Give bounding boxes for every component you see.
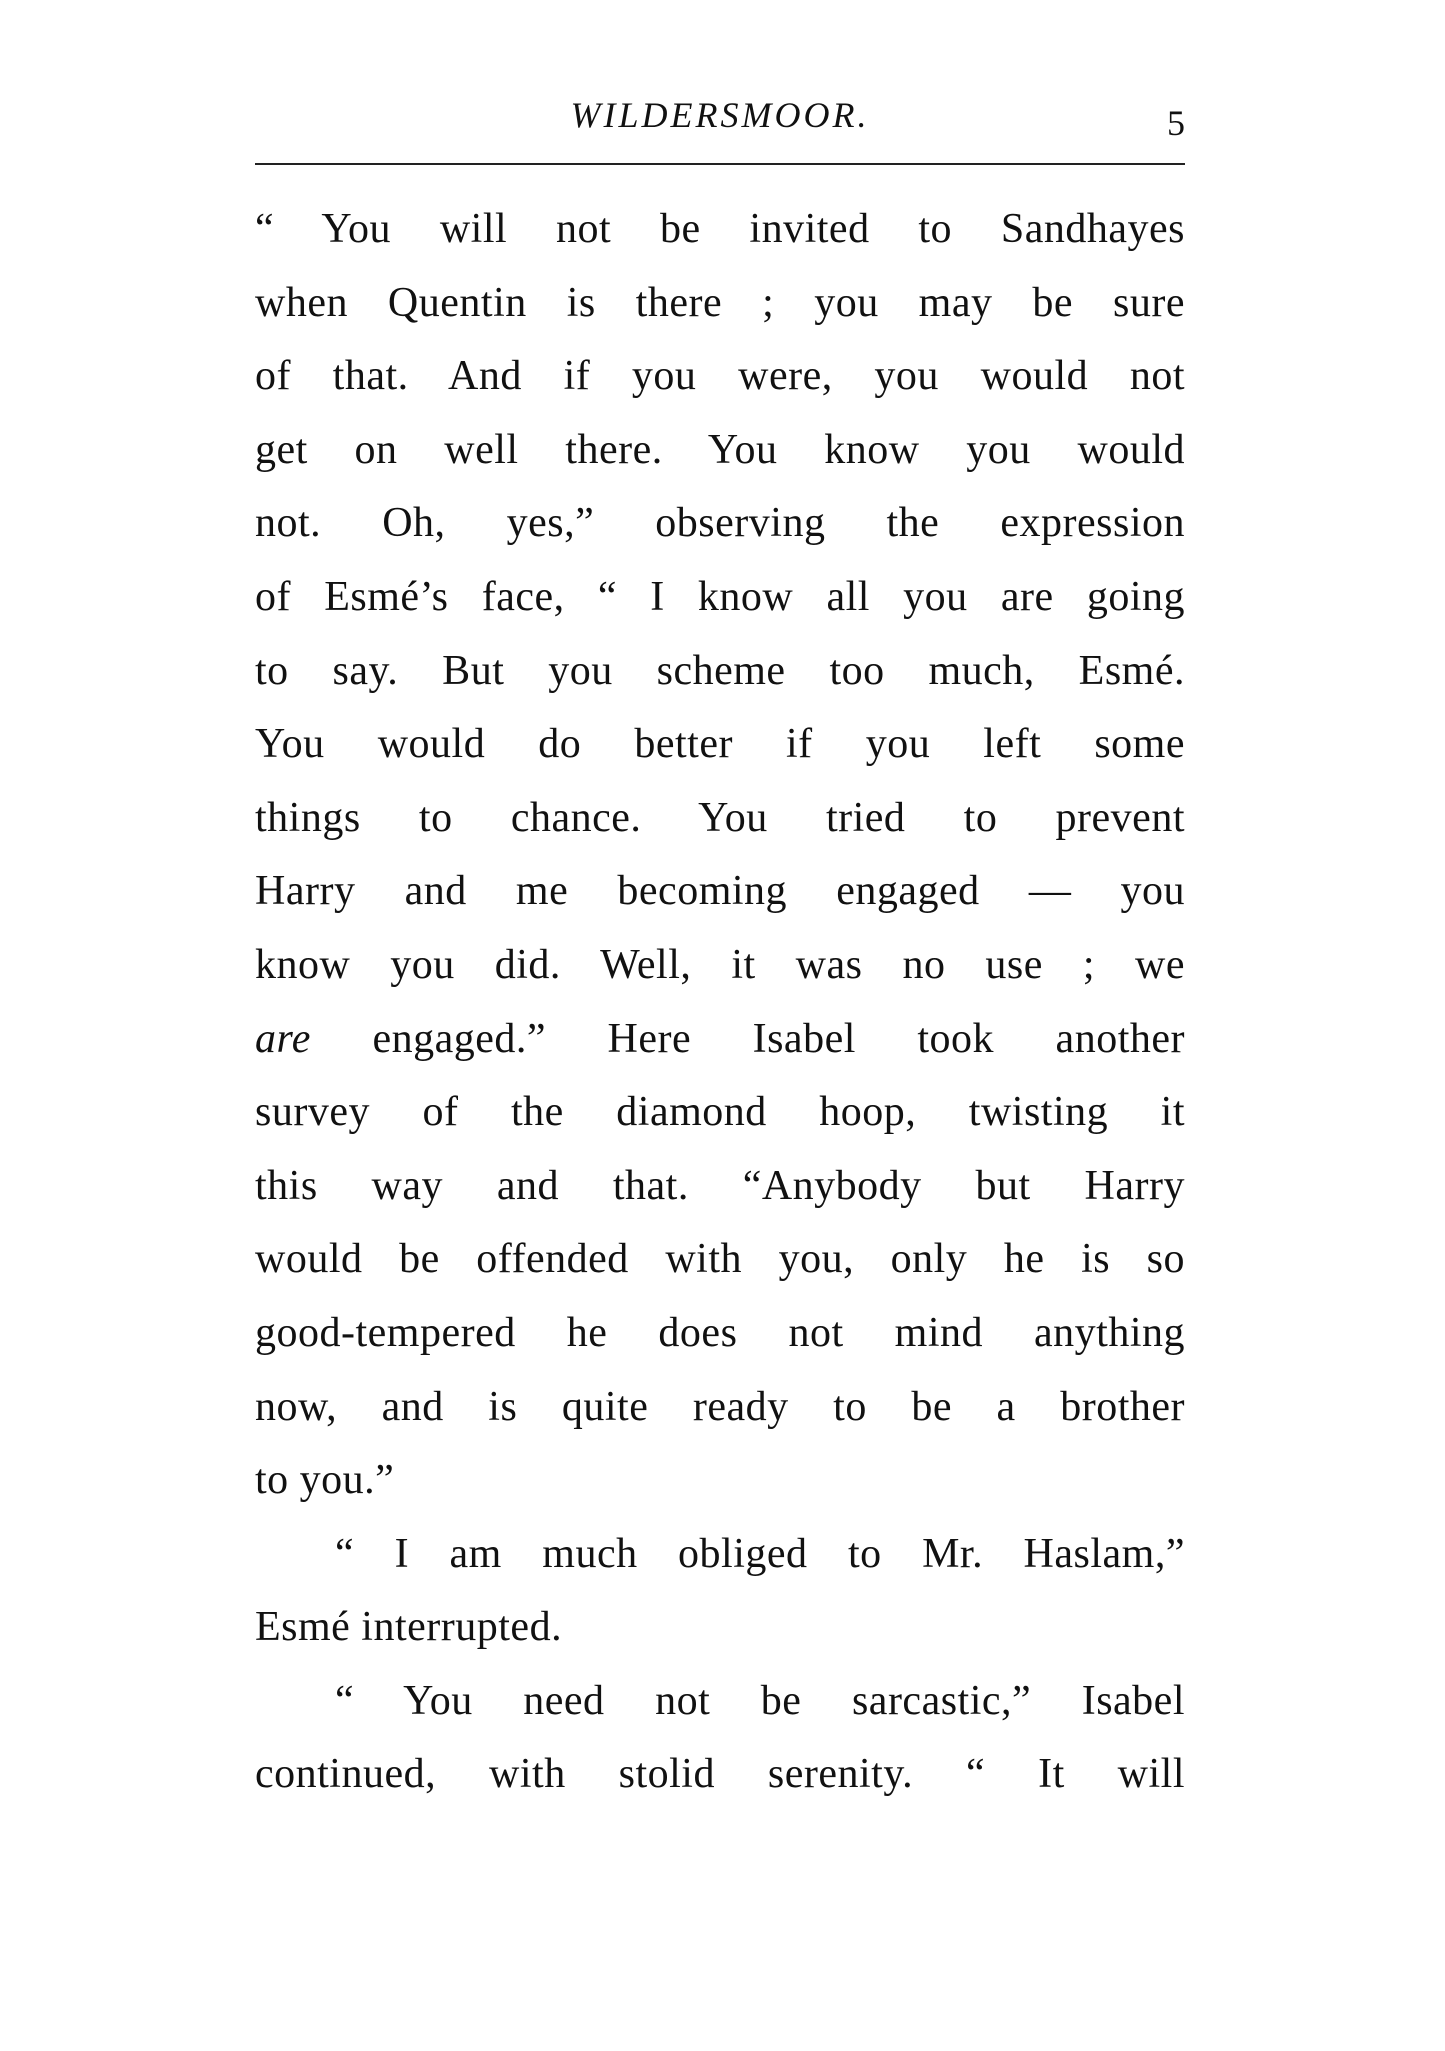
body-text <box>255 193 1185 1812</box>
text-line: to say. But you scheme too much, Esmé. <box>255 647 1185 694</box>
text-line: when Quentin is there ; you may be sure <box>255 279 1185 326</box>
text-line-rest: engaged.” Here Isabel took another <box>310 1015 1185 1062</box>
text-line: “ I am much obliged to Mr. Haslam,” <box>335 1530 1185 1577</box>
text-line: this way and that. “Anybody but Harry <box>255 1162 1185 1209</box>
text-line: of Esmé’s face, “ I know all you are going <box>255 573 1185 620</box>
text-line: not. Oh, yes,” observing the expression <box>255 500 1185 547</box>
text-line: You would do better if you left some <box>255 721 1185 768</box>
text-line: to you.” <box>255 1457 395 1504</box>
text-line: would be offended with you, only he is so <box>255 1236 1185 1283</box>
text-line: good-tempered he does not mind anything <box>255 1309 1185 1356</box>
text-line: get on well there. You know you would <box>255 426 1185 473</box>
text-line: Harry and me becoming engaged — you <box>255 868 1185 915</box>
italic-word: are <box>255 1015 311 1062</box>
text-line: continued, with stolid serenity. “ It will <box>255 1751 1185 1798</box>
running-head <box>255 90 1185 150</box>
text-line <box>255 1003 1185 1077</box>
text-line: of that. And if you were, you would not <box>255 353 1185 400</box>
text-line: things to chance. You tried to prevent <box>255 794 1185 841</box>
text-line: survey of the diamond hoop, twisting it <box>255 1089 1185 1136</box>
page-number: 5 <box>1167 103 1185 143</box>
text-line: “ You will not be invited to Sandhayes <box>255 206 1185 252</box>
text-line: know you did. Well, it was no use ; we <box>255 941 1185 988</box>
text-line: “ You need not be sarcastic,” Isabel <box>335 1677 1185 1724</box>
header-rule <box>255 163 1185 165</box>
running-title: WILDERSMOOR. <box>570 95 870 135</box>
text-line: now, and is quite ready to be a brother <box>255 1383 1185 1430</box>
text-line: Esmé interrupted. <box>255 1604 563 1651</box>
